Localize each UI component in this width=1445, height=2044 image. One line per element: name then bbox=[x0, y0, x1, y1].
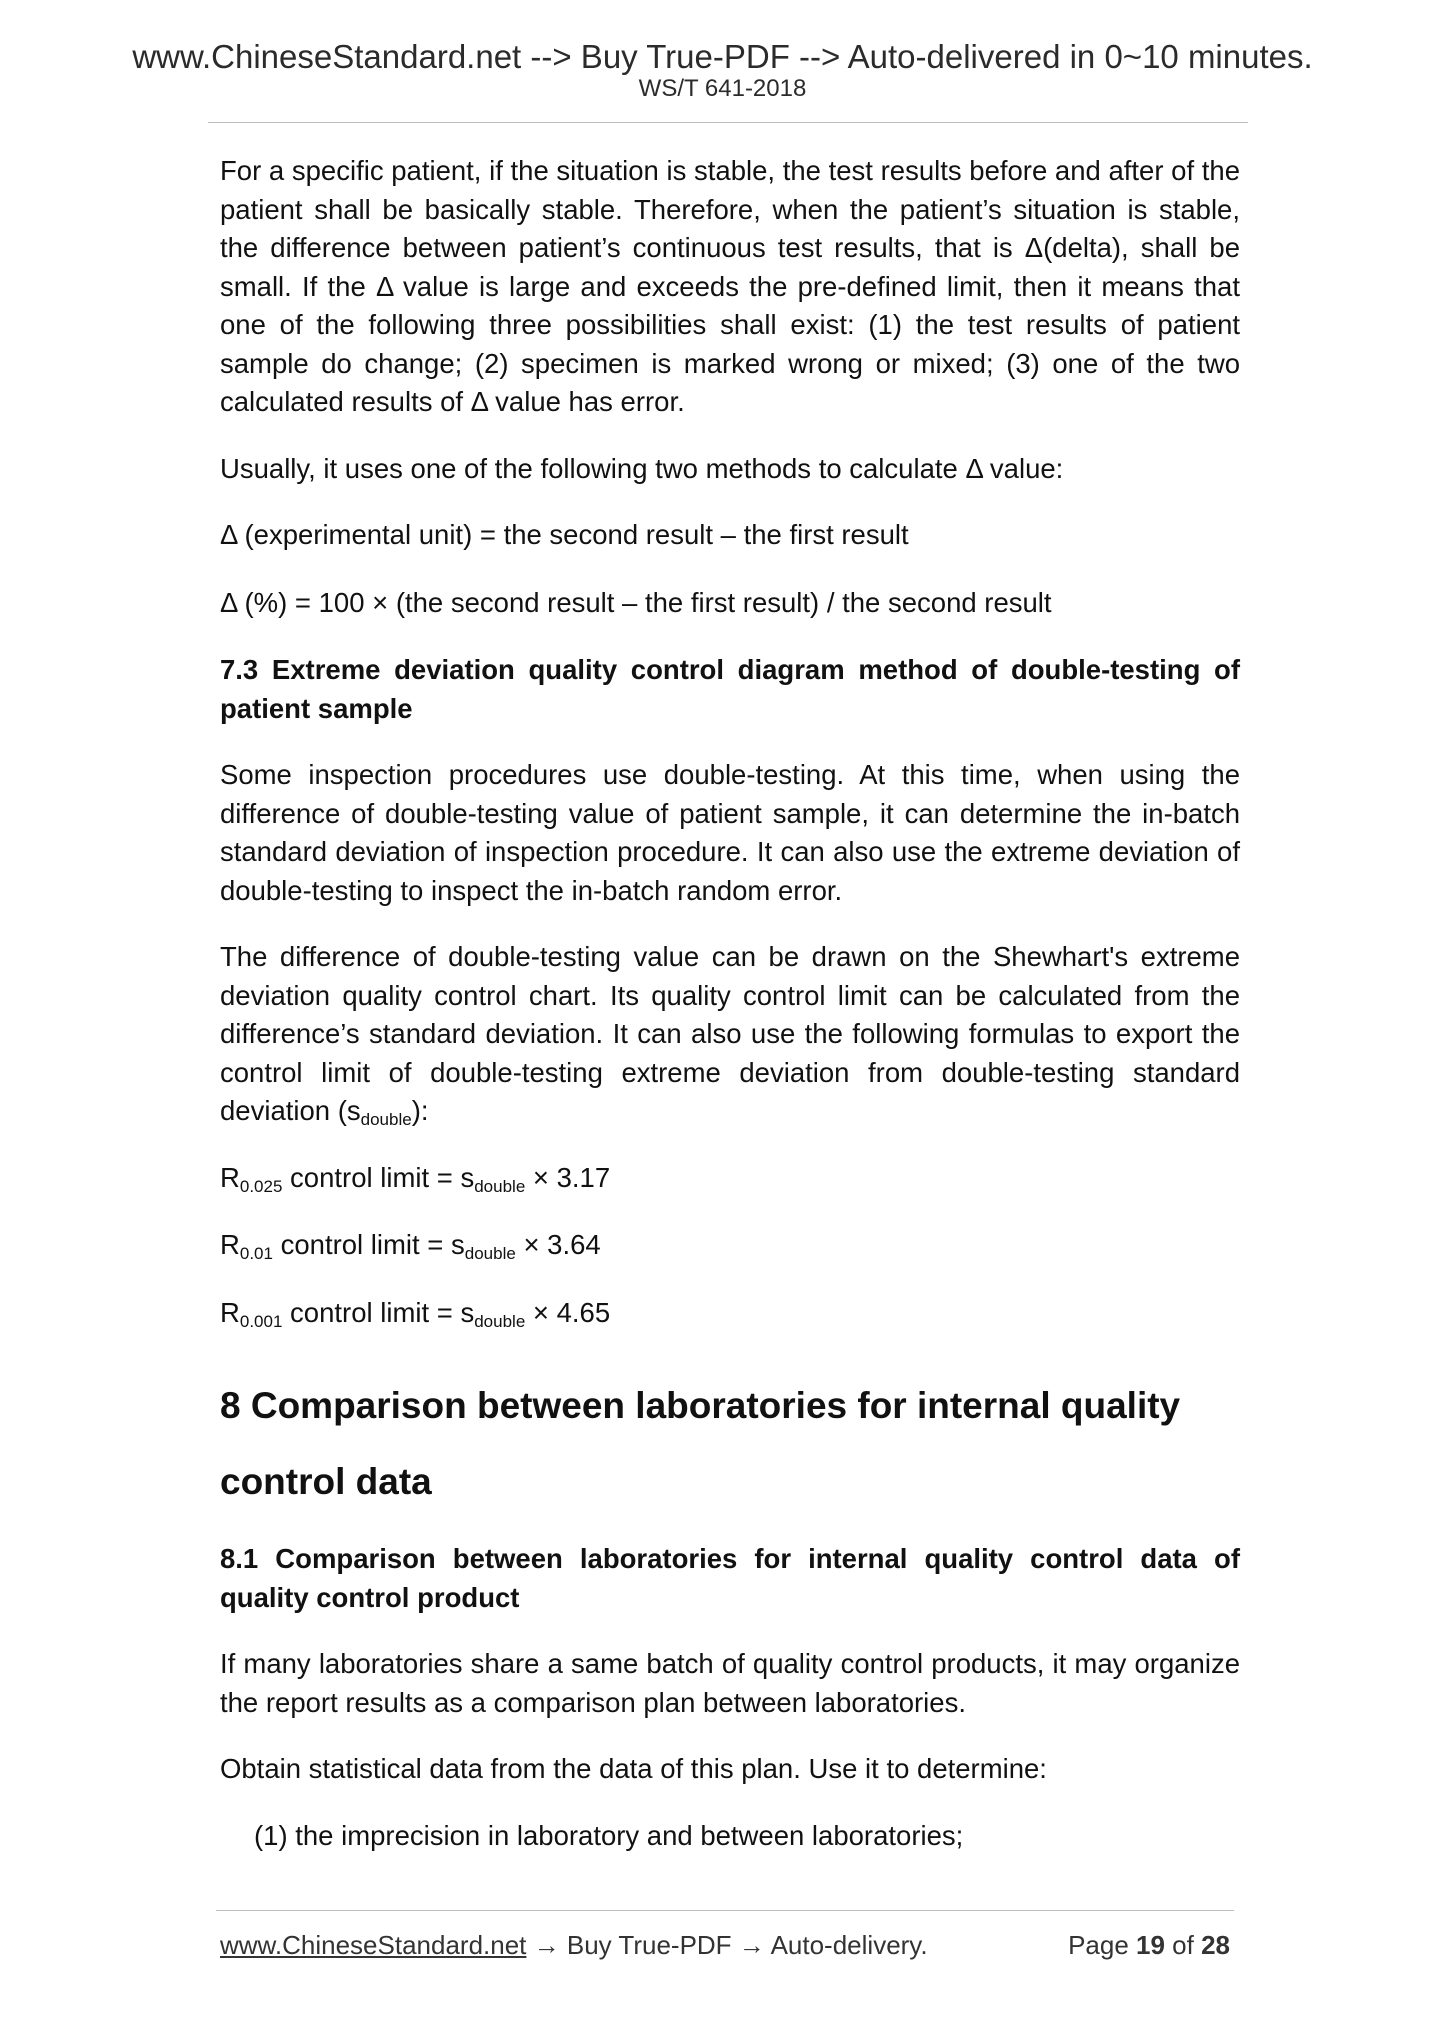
formula-delta-unit: Δ (experimental unit) = the second result – the first result bbox=[220, 519, 909, 550]
s-double-subscript: double bbox=[360, 1110, 412, 1129]
heading-8: 8 Comparison between laboratories for internal quality control data bbox=[220, 1385, 1181, 1502]
r-symbol: R bbox=[220, 1161, 240, 1193]
s-subscript: double bbox=[474, 1311, 526, 1331]
current-page: 19 bbox=[1136, 1930, 1165, 1960]
of-label: of bbox=[1164, 1930, 1202, 1960]
heading-7-3: 7.3 Extreme deviation quality control diagram method of double-testing of patient sample bbox=[220, 654, 1240, 724]
formula-factor: × 3.64 bbox=[515, 1229, 601, 1260]
page-number bbox=[1068, 1928, 1230, 1962]
paragraph-shared-batch: If many laboratories share a same batch of quality control products, it may organize the report results as a comparison plan between laboratories. bbox=[220, 1648, 1240, 1718]
r-subscript: 0.001 bbox=[239, 1311, 283, 1331]
s-subscript: double bbox=[464, 1244, 516, 1263]
document-body bbox=[220, 152, 1240, 1855]
heading-8-1: 8.1 Comparison between laboratories for internal quality control data of quality control product bbox=[220, 1543, 1240, 1613]
paragraph-obtain-statistics: Obtain statistical data from the data of this plan. Use it to determine: bbox=[220, 1753, 1047, 1784]
shewhart-text: The difference of double-testing value can be drawn on the Shewhart's extreme deviation quality control chart. Its quality control limit can be calculated from the difference’s standard deviation. It can also use the following formulas to export the control limit of double-testing extreme deviation from double-testing standard deviation (s bbox=[220, 941, 1240, 1126]
paragraph-delta-intro: For a specific patient, if the situation is stable, the test results before and after of the patient shall be basically stable. Therefore, when the patient’s situation is stable, the difference between patient’s continuous test results, that is Δ(delta), shall be small. If the Δ value is large and exceeds the pre-defined limit, then it means that one of the following three possibilities shall exist: (1) the test results of patient sample do change; (2) specimen is marked wrong or mixed; (3) one of the two calculated results of Δ value has error. bbox=[220, 155, 1240, 417]
shewhart-text-end: ): bbox=[411, 1095, 429, 1126]
formula-r-0001 bbox=[220, 1294, 1240, 1333]
header-banner[interactable]: www.ChineseStandard.net --> Buy True-PDF --> Auto-delivered in 0~10 minutes. bbox=[132, 38, 1313, 75]
formula-mid: control limit = s bbox=[282, 1161, 475, 1193]
formula-delta-percent: Δ (%) = 100 × (the second result – the first result) / the second result bbox=[220, 586, 1052, 618]
formula-r-001 bbox=[220, 1226, 1240, 1265]
paragraph-double-testing: Some inspection procedures use double-testing. At this time, when using the difference of double-testing value of patient sample, it can determine the in-batch standard deviation of inspection procedure. It can also use the extreme deviation of double-testing to inspect the in-batch random error. bbox=[220, 759, 1240, 906]
footer-divider bbox=[216, 1910, 1234, 1911]
footer-text: → Buy True-PDF → Auto-delivery. bbox=[526, 1930, 928, 1960]
formula-mid: control limit = s bbox=[282, 1296, 475, 1328]
list-item-imprecision: (1) the imprecision in laboratory and between laboratories; bbox=[254, 1819, 964, 1851]
s-subscript: double bbox=[474, 1176, 526, 1196]
document-code: WS/T 641-2018 bbox=[638, 75, 807, 102]
page-footer bbox=[220, 1928, 1230, 1962]
r-symbol: R bbox=[220, 1229, 240, 1260]
formula-factor: × 4.65 bbox=[525, 1296, 611, 1328]
formula-mid: control limit = s bbox=[272, 1229, 465, 1260]
formula-r-0025 bbox=[220, 1159, 1240, 1198]
r-subscript: 0.01 bbox=[239, 1244, 273, 1263]
footer-site-link[interactable]: www.ChineseStandard.net bbox=[220, 1930, 527, 1960]
page-label: Page bbox=[1068, 1930, 1137, 1960]
total-pages: 28 bbox=[1201, 1930, 1230, 1960]
r-symbol: R bbox=[220, 1296, 240, 1328]
page-header bbox=[0, 38, 1445, 102]
formula-factor: × 3.17 bbox=[525, 1161, 611, 1193]
header-divider bbox=[208, 122, 1248, 123]
paragraph-shewhart bbox=[220, 938, 1240, 1131]
r-subscript: 0.025 bbox=[239, 1176, 283, 1196]
paragraph-delta-methods: Usually, it uses one of the following two methods to calculate Δ value: bbox=[220, 452, 1064, 484]
